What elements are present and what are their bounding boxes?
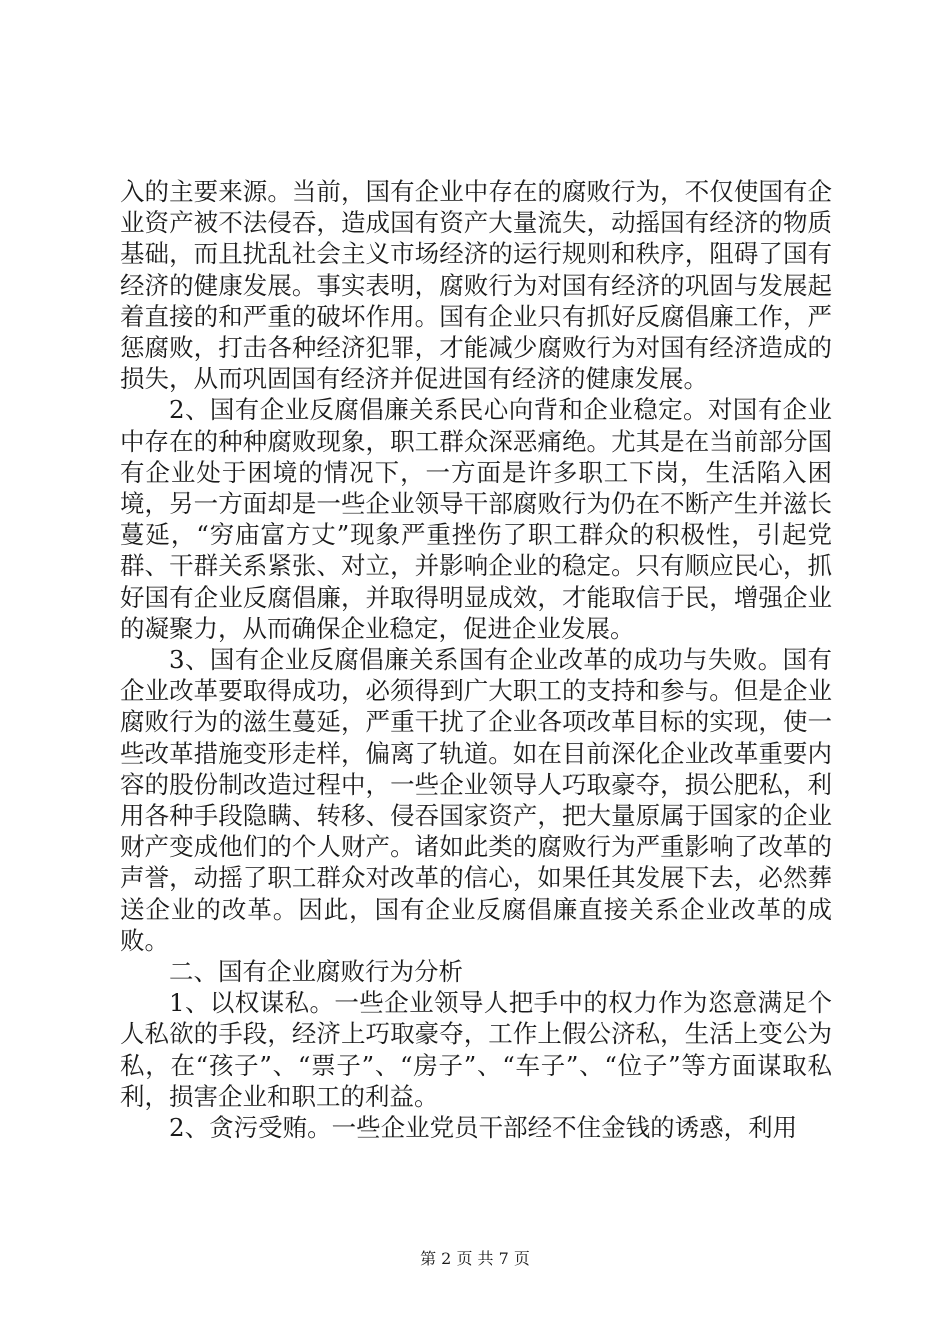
paragraph-point-2: 2、国有企业反腐倡廉关系民心向背和企业稳定。对国有企业中存在的种种腐败现象，职工群众深恶痛绝。尤其是在当前部分国有企业处于困境的情况下，一方面是许多职工下岗，生活陷入困境，另一方面却是一些企业领导干部腐败行为仍在不断产生并滋长蔓延，“穷庙富方丈”现象严重挫伤了职工群众的积极性，引起党群、干群关系紧张、对立，并影响企业的稳定。只有顺应民心，抓好国有企业反腐倡廉，并取得明显成效，才能取信于民，增强企业的凝聚力，从而确保企业稳定，促进企业发展。 <box>120 395 832 643</box>
document-body <box>120 176 832 1143</box>
paragraph-point-3: 3、国有企业反腐倡廉关系国有企业改革的成功与失败。国有企业改革要取得成功，必须得到广大职工的支持和参与。但是企业腐败行为的滋生蔓延，严重干扰了企业各项改革目标的实现，使一些改革措施变形走样，偏离了轨道。如在目前深化企业改革重要内容的股份制改造过程中，一些企业领导人巧取豪夺，损公肥私，利用各种手段隐瞒、转移、侵吞国家资产，把大量原属于国家的企业财产变成他们的个人财产。诸如此类的腐败行为严重影响了改革的声誉，动摇了职工群众对改革的信心，如果任其发展下去，必然葬送企业的改革。因此，国有企业反腐倡廉直接关系企业改革的成败。 <box>120 645 832 955</box>
page-number-footer: 第 2 页 共 7 页 <box>420 1249 530 1268</box>
section-heading-2: 二、国有企业腐败行为分析 <box>169 957 463 987</box>
paragraph-continuation: 入的主要来源。当前，国有企业中存在的腐败行为，不仅使国有企业资产被不法侵吞，造成国有资产大量流失，动摇国有经济的物质基础，而且扰乱社会主义市场经济的运行规则和秩序，阻碍了国有经济的健康发展。事实表明，腐败行为对国有经济的巩固与发展起着直接的和严重的破坏作用。国有企业只有抓好反腐倡廉工作，严惩腐败，打击各种经济犯罪，才能减少腐败行为对国有经济造成的损失，从而巩固国有经济并促进国有经济的健康发展。 <box>120 177 832 394</box>
paragraph-abuse-of-power: 1、以权谋私。一些企业领导人把手中的权力作为恣意满足个人私欲的手段，经济上巧取豪夺，工作上假公济私，生活上变公为私，在“孩子”、“票子”、“房子”、“车子”、“位子”等方面谋取私利，损害企业和职工的利益。 <box>120 988 832 1111</box>
paragraph-corruption-bribery: 2、贪污受贿。一些企业党员干部经不住金钱的诱惑，利用 <box>169 1113 798 1143</box>
